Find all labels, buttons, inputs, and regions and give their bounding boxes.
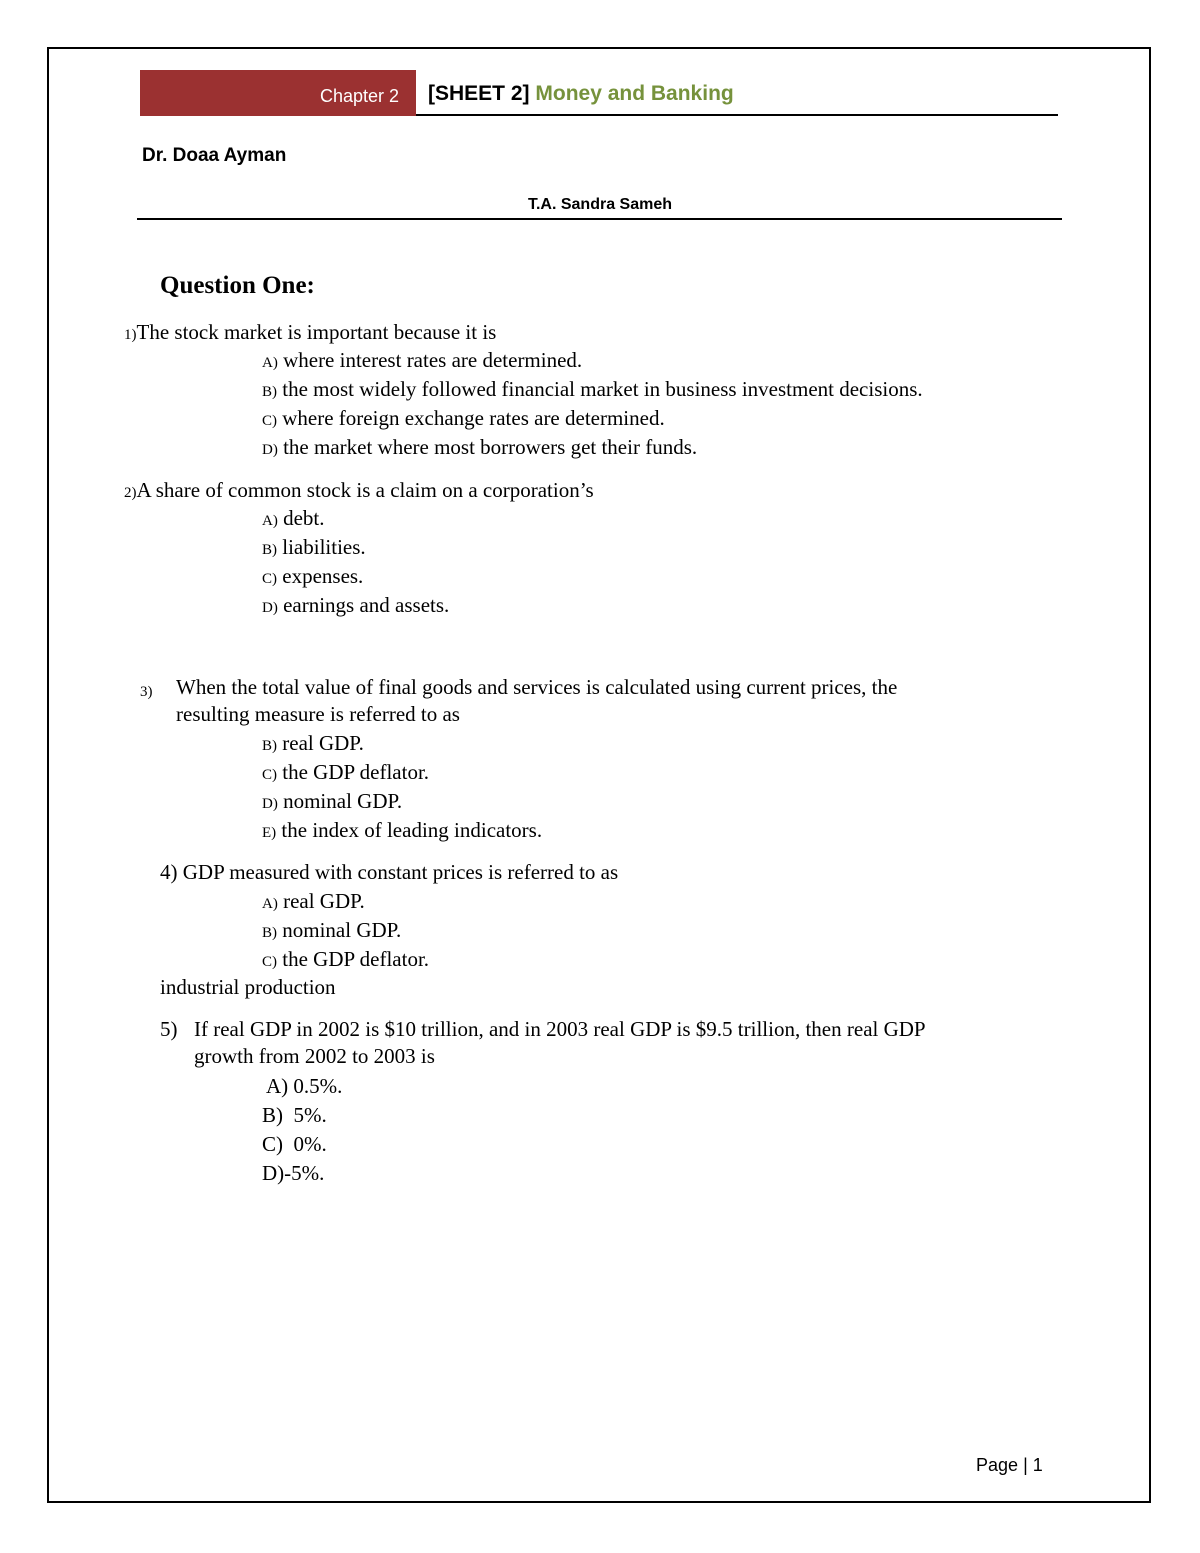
page-border (47, 47, 1151, 1503)
question-1 (124, 322, 496, 343)
option: C) 0%. (262, 1132, 327, 1156)
question-3-number: 3) (140, 684, 153, 700)
chapter-label: Chapter 2 (320, 86, 400, 106)
option: C) the GDP deflator. (262, 760, 430, 784)
question-3-text-line1: When the total value of final goods and services is calculated using current prices, the (176, 675, 898, 699)
page-number: 1 (1032, 1455, 1043, 1475)
option: B) 5%. (262, 1103, 327, 1127)
option: C) the GDP deflator. (262, 947, 430, 971)
option: B) the most widely followed financial market in business investment decisions. (262, 377, 923, 401)
option: C) where foreign exchange rates are determined. (262, 406, 665, 430)
option: C) expenses. (262, 564, 364, 588)
header-rule (416, 114, 1058, 116)
option: D) earnings and assets. (262, 593, 450, 617)
page-label: Page (976, 1455, 1019, 1475)
question-2 (124, 480, 594, 501)
sheet-label: SHEET 2 (435, 82, 523, 105)
sheet-bracket-open: [ (428, 82, 435, 105)
question-4-trailing: industrial production (160, 975, 336, 999)
question-text: A share of common stock is a claim on a corporation’s (136, 478, 594, 502)
question-number: 2) (124, 485, 137, 501)
option: B) liabilities. (262, 535, 366, 559)
page-separator: | (1023, 1455, 1028, 1475)
option: D) the market where most borrowers get their funds. (262, 435, 698, 459)
option: E) the index of leading indicators. (262, 818, 543, 842)
question-5-number: 5) (160, 1017, 178, 1041)
sheet-title (428, 82, 734, 106)
author-name: Dr. Doaa Ayman (142, 145, 287, 166)
course-title: Money and Banking (535, 82, 734, 105)
header-rule-bottom (137, 218, 1062, 220)
option: A) debt. (262, 506, 325, 530)
question-3-text-line2: resulting measure is referred to as (176, 702, 460, 726)
option: D)-5%. (262, 1161, 325, 1185)
question-number: 1) (124, 327, 137, 343)
section-title: Question One: (160, 272, 315, 299)
option: A) 0.5%. (266, 1074, 343, 1098)
sheet-bracket-close: ] (522, 82, 530, 105)
question-5-text-line1: If real GDP in 2002 is $10 trillion, and in 2003 real GDP is $9.5 trillion, then real GDP (194, 1017, 926, 1041)
option: D) nominal GDP. (262, 789, 403, 813)
option: A) real GDP. (262, 889, 365, 913)
question-4-text: 4) GDP measured with constant prices is referred to as (160, 860, 619, 884)
page-footer (976, 1455, 1043, 1476)
option: B) real GDP. (262, 731, 364, 755)
question-text: The stock market is important because it is (136, 320, 497, 344)
question-5-text-line2: growth from 2002 to 2003 is (194, 1044, 435, 1068)
option: B) nominal GDP. (262, 918, 402, 942)
teaching-assistant: T.A. Sandra Sameh (527, 196, 673, 213)
option: A) where interest rates are determined. (262, 348, 583, 372)
